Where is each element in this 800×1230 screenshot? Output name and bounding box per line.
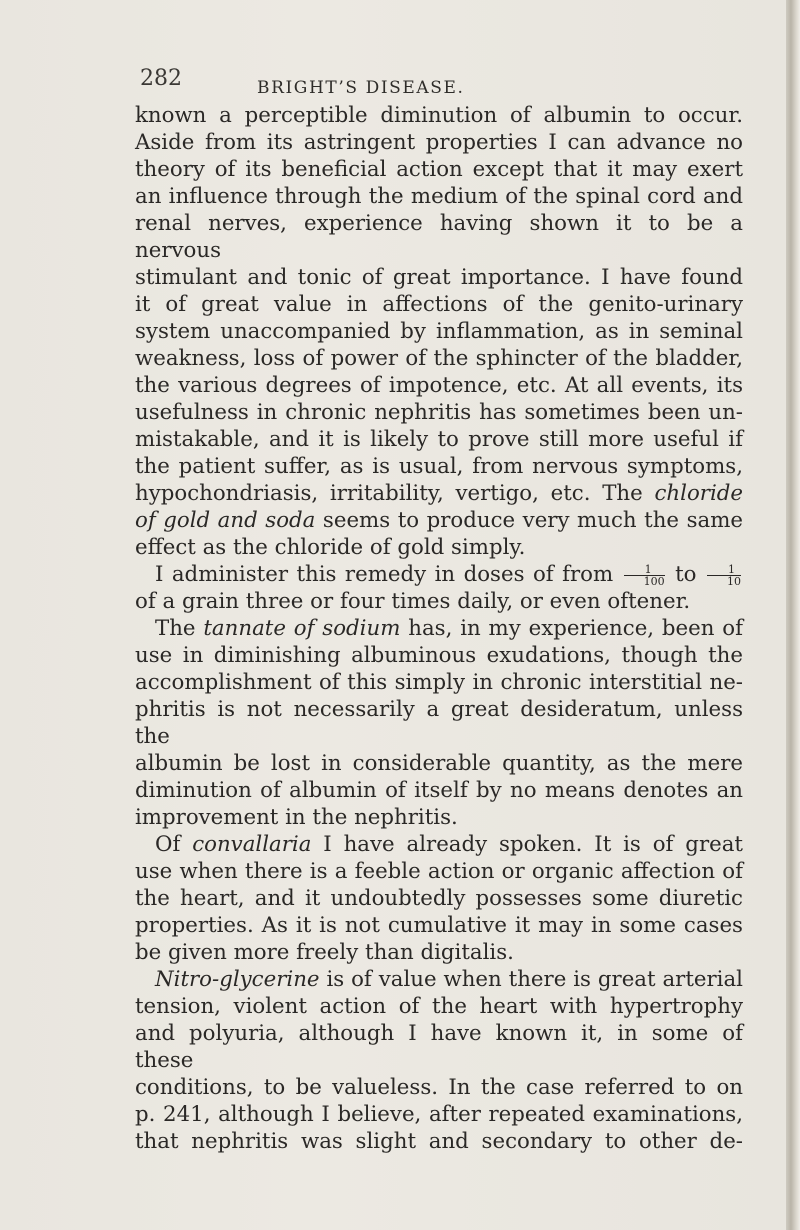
fraction-numerator: 1 [707, 564, 741, 576]
text-span: seems to produce very much the same [322, 508, 743, 533]
text-line: an influence through the medium of the spinal cord and [135, 184, 743, 209]
text-line: that nephritis was slight and secondary to other de- [135, 1129, 743, 1154]
text-line: the various degrees of impotence, etc. At all events, its [135, 373, 743, 398]
text-line: tension, violent action of the heart with hypertrophy [135, 994, 743, 1019]
text-line: system unaccompanied by inflammation, as in seminal [135, 319, 743, 344]
text-span: The [155, 616, 196, 641]
text-line: properties. As it is not cumulative it may in some cases [135, 913, 743, 938]
text-line: mistakable, and it is likely to prove still more useful if [135, 427, 743, 452]
text-line: be given more freely than digitalis. [135, 940, 514, 965]
fraction-numerator: 1 [624, 564, 665, 576]
text-line: diminution of albumin of itself by no means denotes an [135, 778, 743, 803]
fraction-denominator: 10 [726, 575, 741, 588]
text-span: has, in my experience, been of [408, 616, 743, 641]
running-head: BRIGHT’S DISEASE. [257, 78, 465, 98]
text-line: and polyuria, although I have known it, in some of these [135, 1021, 743, 1073]
text-line: phritis is not necessarily a great desideratum, unless the [135, 697, 743, 749]
page-edge-shadow [786, 0, 800, 1230]
italic-term: tannate of sodium [203, 616, 401, 641]
text-span: I have already spoken. It is of great [323, 832, 743, 857]
page-number: 282 [140, 66, 182, 91]
text-span: I administer this remedy in doses of from [155, 562, 614, 587]
text-span: is of value when there is great arterial [326, 967, 743, 992]
text-line: it of great value in affections of the genito-urinary [135, 292, 743, 317]
text-line: improvement in the nephritis. [135, 805, 458, 830]
italic-term: chloride [654, 481, 743, 506]
text-line: use in diminishing albuminous exudations, though the [135, 643, 743, 668]
text-line: weakness, loss of power of the sphincter of the bladder, [135, 346, 743, 371]
text-line: stimulant and tonic of great importance. I have found [135, 265, 743, 290]
text-line [135, 615, 743, 642]
text-line: of a grain three or four times daily, or even oftener. [135, 589, 691, 614]
italic-term: of gold and soda [135, 508, 316, 533]
text-line: Aside from its astringent properties I can advance no [135, 130, 743, 155]
text-line: effect as the chloride of gold simply. [135, 535, 526, 560]
text-line: the heart, and it undoubtedly possesses some diuretic [135, 886, 743, 911]
text-line [135, 831, 743, 858]
text-line [135, 480, 743, 507]
text-line [135, 966, 743, 993]
text-line: albumin be lost in considerable quantity, as the mere [135, 751, 743, 776]
italic-term: convallaria [192, 832, 312, 857]
text-span: to [675, 562, 697, 587]
text-line [135, 561, 743, 588]
text-line [135, 507, 743, 534]
text-line: usefulness in chronic nephritis has sometimes been un- [135, 400, 743, 425]
text-span: hypochondriasis, irritability, vertigo, etc. The [135, 481, 643, 506]
text-line: accomplishment of this simply in chronic interstitial ne- [135, 670, 743, 695]
text-line: renal nerves, experience having shown it to be a nervous [135, 211, 743, 263]
italic-term: Nitro-glycerine [155, 967, 320, 992]
text-line: theory of its beneficial action except that it may exert [135, 157, 743, 182]
fraction-denominator: 100 [643, 575, 665, 588]
text-line: p. 241, although I believe, after repeated examinations, [135, 1102, 743, 1127]
text-line: conditions, to be valueless. In the case referred to on [135, 1075, 743, 1100]
text-line: known a perceptible diminution of albumin to occur. [135, 103, 743, 128]
text-line: the patient suffer, as is usual, from nervous symptoms, [135, 454, 743, 479]
text-line: use when there is a feeble action or organic affection of [135, 859, 743, 884]
text-span: Of [155, 832, 181, 857]
body-text [135, 102, 743, 1155]
fraction [707, 564, 741, 587]
fraction [624, 564, 665, 587]
